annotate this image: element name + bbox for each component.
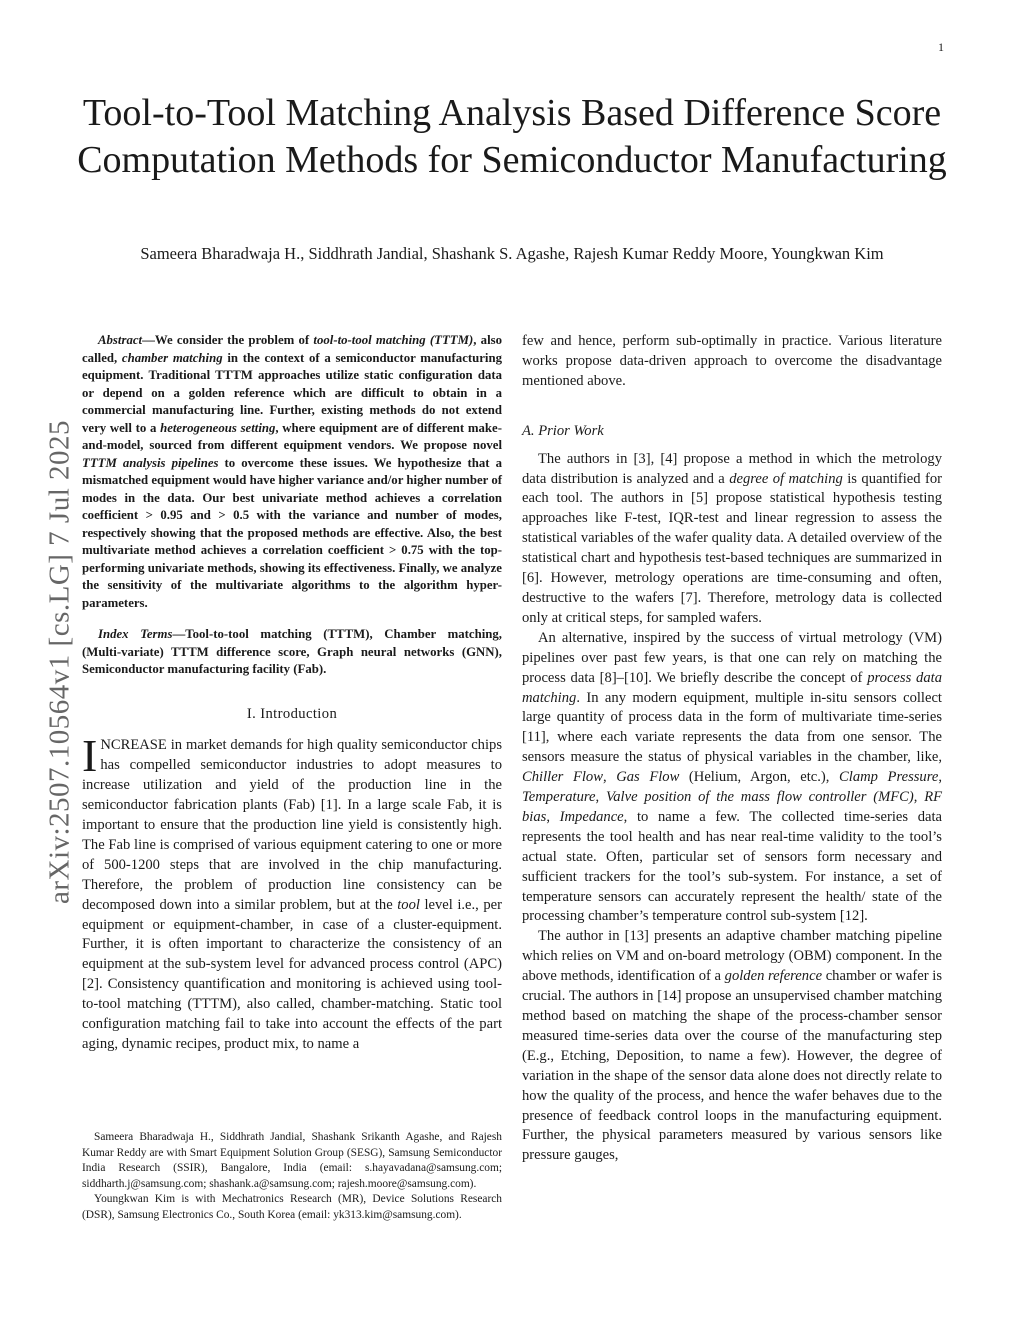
- arxiv-identifier[interactable]: arXiv:2507.10564v1 [cs.LG] 7 Jul 2025: [43, 419, 76, 905]
- abstract-label: Abstract: [98, 333, 143, 347]
- prior-work-paragraph-3: The author in [13] presents an adaptive chamber matching pipeline which relies on VM and on-board metrology (OBM) component. In the above methods, identification of a golden reference chamber or wafer is crucial. The authors in [14] propose an unsupervised chamber matching method based on matching the shape of the process-chamber sensor measured time-series data over the course of the manufacturing step (E.g., Etching, Deposition, to name a few). However, the degree of variation in the shape of the sensor data alone does not directly relate to how the quality of the process, and hence the wafer behaves due to the presence of feedback control loops in the manufacturing equipment. Further, the physical parameters measured by various sensors like pressure gauges,: [522, 928, 942, 1164]
- footnote-affiliation-1: Sameera Bharadwaja H., Siddhrath Jandial, Shashank Srikanth Agashe, and Rajesh Kumar Reddy are with Smart Equipment Solution Group (SESG), Samsung Semiconductor India Research (SSIR), Bangalore, India (email: s.hayavadana@samsung.com; siddharth.j@samsung.com; shashank.a@samsung.com; rajesh.moore@samsung.com).: [82, 1131, 502, 1190]
- paper-title: Tool-to-Tool Matching Analysis Based Difference Score Computation Methods for Semiconductor Manufacturing: [77, 92, 947, 181]
- index-terms-label: Index Terms: [98, 627, 173, 641]
- abstract: Abstract—We consider the problem of tool-to-tool matching (TTTM), also called, chamber matching in the context of a semiconductor manufacturing equipment. Traditional TTTM approaches utilize static configuration data or depend on a golden reference which are difficult to obtain in a commercial manufacturing line. Further, existing methods do not extend very well to a heterogeneous setting, where equipment are of different make-and-model, sourced from different equipment vendors. We propose novel TTTM analysis pipelines to overcome these issues. We hypothesize that a mismatched equipment would have higher variance and/or higher number of modes in the data. Our best univariate method achieves a correlation coefficient > 0.95 and > 0.5 with the variance and number of modes, respectively showing that the proposed methods are effective. Also, the best multivariate method achieves a correlation coefficient > 0.75 with the top-performing univariate methods, showing its effectiveness. Finally, we analyze the sensitivity of the multivariate algorithms to the algorithm hyper-parameters.: [82, 333, 503, 610]
- introduction-paragraph: INCREASE in market demands for high quality semiconductor chips has compelled semiconductor industries to adopt measures to increase utilization and yield of the production line in the semiconductor fabrication plants (Fab) [1]. In a large scale Fab, it is important to ensure that the production line yield is consistently high. The Fab line is comprised of various equipment catering to one or more of 500-1200 steps that are involved in the chip manufacturing. Therefore, the problem of production line consistency can be decomposed down into a similar problem, but at the tool level i.e., per equipment or equipment-chamber, in case of a cluster-equipment. Further, it is often important to characterize the consistency of an equipment at the sub-system level for advanced process control (APC) [2]. Consistency quantification and monitoring is achieved using tool-to-tool matching (TTTM), also called, chamber-matching. Static tool configuration matching fail to take into account the effects of the part aging, dynamic recipes, product mix, to name a: [82, 730, 503, 1052]
- prior-work-paragraph-1: The authors in [3], [4] propose a method in which the metrology data distribution is analyzed and a degree of matching is quantified for each tool. The authors in [5] propose statistical hypothesis testing approaches like F-test, IQR-test and linear regression to assess the statistical variables of the wafer quality data. A detailed overview of the statistical chart and hypothesis test-based techniques are summarized in [6]. However, metrology operations are time-consuming and often, destructive to the wafers [7]. Therefore, metrology data is collected only at critical steps, for sampled wafers.: [522, 450, 942, 626]
- author-list: Sameera Bharadwaja H., Siddhrath Jandial, Shashank S. Agashe, Rajesh Kumar Reddy Moore, Youngkwan Kim: [140, 244, 884, 263]
- drop-cap: I: [82, 730, 98, 782]
- footnote-affiliation-2: Youngkwan Kim is with Mechatronics Research (MR), Device Solutions Research (DSR), Samsung Electronics Co., South Korea (email: yk313.kim@samsung.com).: [82, 1193, 502, 1221]
- right-column: [522, 332, 942, 1166]
- continued-paragraph: few and hence, perform sub-optimally in practice. Various literature works propose data-driven approach to overcome the disadvantage mentioned above.: [522, 333, 942, 389]
- page-number: 1: [938, 40, 944, 54]
- left-column: [82, 332, 502, 1055]
- prior-work-paragraph-2: An alternative, inspired by the success of virtual metrology (VM) pipelines over past few years, is that one can rely on matching the process data [8]–[10]. We briefly describe the concept of process data matching. In any modern equipment, multiple in-situ sensors collect large quantity of process data in the form of multivariate time-series [11], where each variate represents the data from one sensor. The sensors measure the status of physical variables in the chamber, like, Chiller Flow, Gas Flow (Helium, Argon, etc.), Clamp Pressure, Temperature, Valve position of the mass flow controller (MFC), RF bias, Impedance, to name a few. The collected time-series data represents the tool health and has near real-time validity to the tool’s actual state. Often, particular set of sensors form necessary and sufficient trackers for the tool’s sub-system. For instance, a set of temperature sensors can accurately represent the health/ state of the processing chamber’s temperature control sub-system [12].: [522, 629, 943, 925]
- index-terms: Index Terms—Tool-to-tool matching (TTTM), Chamber matching, (Multi-variate) TTTM difference score, Graph neural networks (GNN), Semiconductor manufacturing facility (Fab).: [82, 627, 503, 676]
- subsection-heading-prior-work: A. Prior Work: [522, 422, 604, 439]
- author-footnote: [82, 1130, 502, 1224]
- section-heading-introduction: I. Introduction: [246, 705, 338, 722]
